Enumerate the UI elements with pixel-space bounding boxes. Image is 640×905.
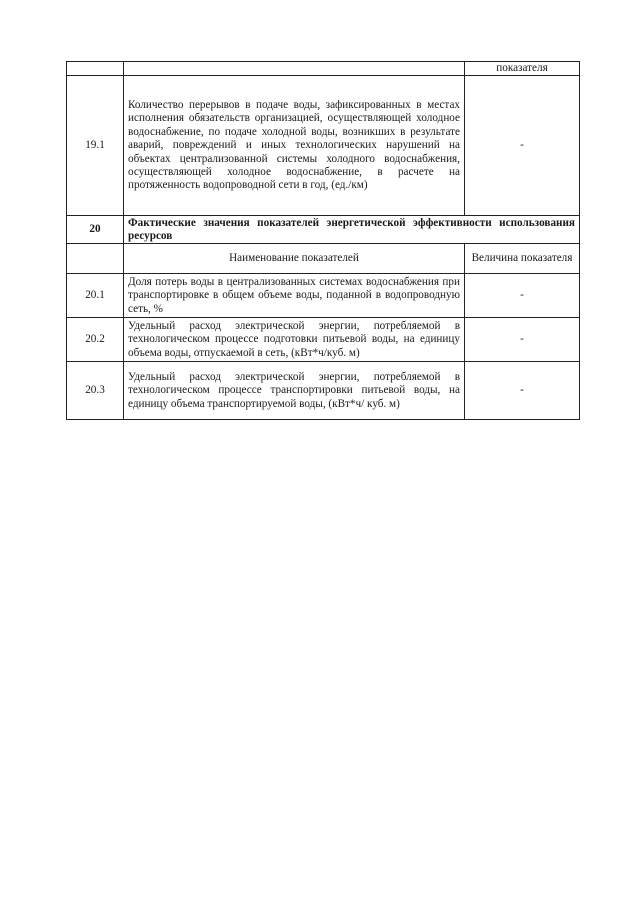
row-number: 20.3 [67,362,124,420]
cell-empty [124,62,465,76]
table-row [67,76,580,216]
value-header-cell: показателя [465,62,580,76]
value-column-header: Величина показателя [465,244,580,274]
row-number: 19.1 [67,76,124,216]
section-number: 20 [67,216,124,244]
row-number: 20.2 [67,318,124,362]
indicator-text: Удельный расход электрической энергии, потребляемой в технологическом процессе транспортировки питьевой воды, на единицу объема транспортируемой воды, (кВт*ч/ куб. м) [124,362,465,420]
column-header-row [67,244,580,274]
cell-empty [67,62,124,76]
indicator-value: - [465,274,580,318]
section-title: Фактические значения показателей энергетической эффективности использования ресурсов [124,216,580,244]
indicators-table [66,61,580,420]
table-row [67,274,580,318]
indicator-value: - [465,362,580,420]
indicator-text: Удельный расход электрической энергии, потребляемой в технологическом процессе подготовки питьевой воды, на единицу объема воды, отпускаемой в сеть, (кВт*ч/куб. м) [124,318,465,362]
indicator-value: - [465,76,580,216]
table-row [67,318,580,362]
table-row-continuation [67,62,580,76]
indicator-value: - [465,318,580,362]
section-row [67,216,580,244]
name-column-header: Наименование показателей [124,244,465,274]
cell-empty [67,244,124,274]
indicator-text: Количество перерывов в подаче воды, зафиксированных в местах исполнения обязательств организацией, осуществляющей холодное водоснабжение, по подаче холодной воды, возникших в результате аварий, повреждений и иных технологических нарушений на объектах централизованной системы холодного водоснабжения, осуществляющей холодное водоснабжение, в расчете на протяженность водопроводной сети в год, (ед./км) [124,76,465,216]
row-number: 20.1 [67,274,124,318]
indicator-text: Доля потерь воды в централизованных системах водоснабжения при транспортировке в общем объеме воды, поданной в водопроводную сеть, % [124,274,465,318]
table-row [67,362,580,420]
